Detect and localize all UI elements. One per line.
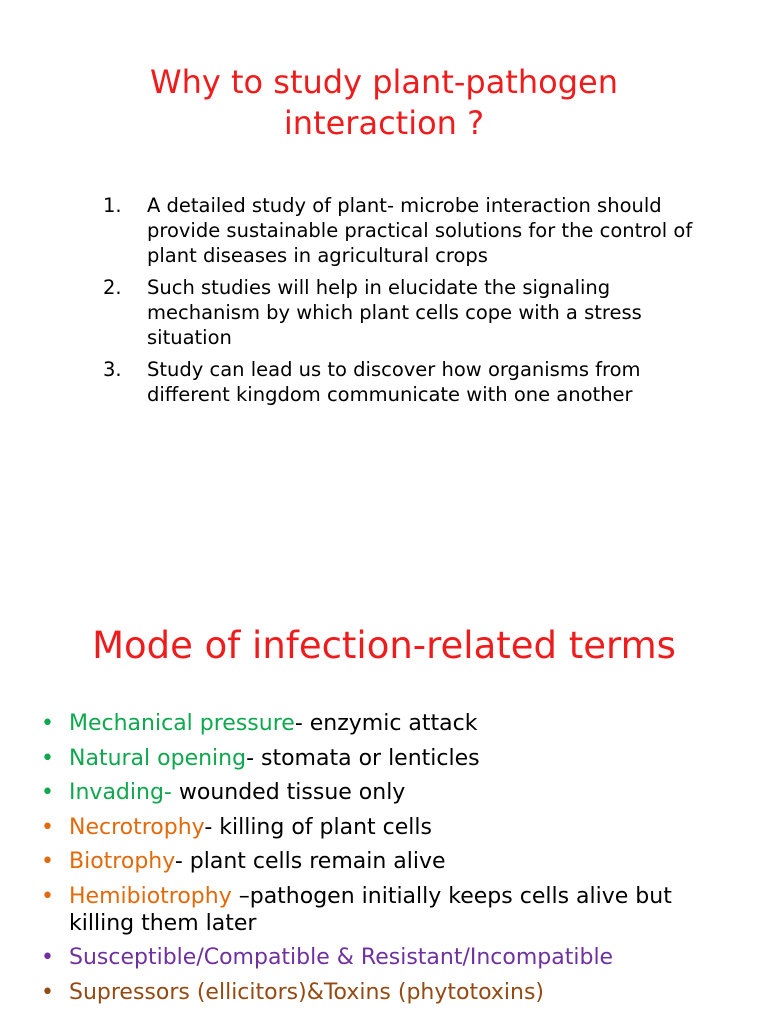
term-description: - stomata or lenticles bbox=[246, 745, 480, 771]
term-description: - enzymic attack bbox=[294, 711, 478, 736]
slide-infection-terms bbox=[0, 576, 768, 1024]
bullet-icon: • bbox=[41, 883, 54, 909]
list-item bbox=[40, 745, 730, 772]
item-number: 1. bbox=[103, 194, 122, 217]
bullet-icon: • bbox=[41, 711, 54, 736]
list-item bbox=[40, 779, 730, 806]
list-item bbox=[40, 979, 730, 1006]
title-line-1: Why to study plant-pathogen bbox=[149, 63, 619, 101]
item-text: Such studies will help in elucidate the signaling mechanism by which plant cells cope with a stress situation bbox=[147, 276, 642, 349]
term-description: wounded tissue only bbox=[178, 780, 406, 805]
term-description: - plant cells remain alive bbox=[174, 849, 446, 874]
bullet-icon: • bbox=[41, 780, 54, 805]
term-description: - killing of plant cells bbox=[204, 814, 432, 840]
item-number: 2. bbox=[103, 276, 122, 299]
term-label: Mechanical pressure bbox=[69, 711, 295, 736]
list-item bbox=[100, 193, 710, 268]
item-text: A detailed study of plant- microbe interaction should provide sustainable practical solutions for the control of plant diseases in agricultural crops bbox=[147, 194, 693, 267]
list-item bbox=[40, 710, 730, 737]
list-item bbox=[100, 275, 710, 350]
terms-list bbox=[40, 710, 730, 1013]
item-number: 3. bbox=[103, 358, 122, 381]
term-description: –pathogen initially keeps cells alive but killing them later bbox=[69, 883, 672, 936]
list-item bbox=[40, 848, 730, 875]
list-item bbox=[40, 883, 730, 937]
slide-title bbox=[60, 62, 708, 144]
term-label: Hemibiotrophy bbox=[69, 883, 239, 909]
title-line-2: interaction ? bbox=[283, 103, 485, 142]
term-label: Natural opening bbox=[69, 745, 247, 771]
list-item bbox=[40, 944, 730, 971]
term-label: Invading- bbox=[69, 780, 179, 805]
bullet-icon: • bbox=[41, 849, 54, 874]
term-label: Susceptible/Compatible & Resistant/Incompatible bbox=[69, 945, 614, 970]
bullet-icon: • bbox=[41, 745, 54, 771]
list-item bbox=[100, 357, 710, 407]
bullet-icon: • bbox=[41, 979, 54, 1005]
list-item bbox=[40, 814, 730, 841]
bullet-icon: • bbox=[41, 945, 54, 970]
term-label: Biotrophy bbox=[69, 849, 175, 874]
term-label: Supressors (ellicitors)&Toxins (phytotoxins) bbox=[69, 979, 544, 1005]
bullet-icon: • bbox=[41, 814, 54, 840]
reasons-list bbox=[100, 193, 710, 414]
item-text: Study can lead us to discover how organisms from different kingdom communicate with one another bbox=[147, 358, 641, 406]
slide-title: Mode of infection-related terms bbox=[92, 624, 676, 667]
term-label: Necrotrophy bbox=[69, 814, 205, 840]
